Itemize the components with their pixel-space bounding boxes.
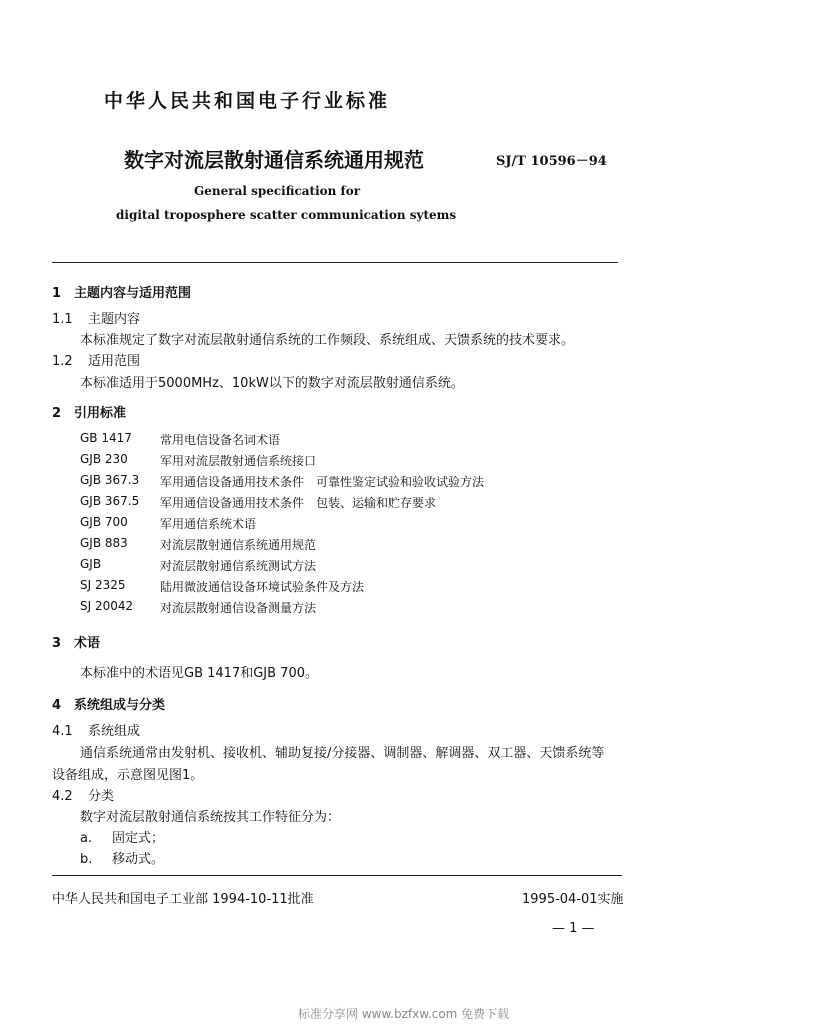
section-3-heading: 3 术语 bbox=[52, 636, 101, 651]
reference-title: 常用电信设备名词术语 bbox=[160, 433, 281, 447]
document-title-cn: 数字对流层散射通信系统通用规范 bbox=[124, 148, 424, 172]
section-4-1-text-line1: 通信系统通常由发射机、接收机、辅助复接/分接器、调制器、解调器、双工器、天馈系统等 bbox=[80, 746, 605, 761]
section-4-2-heading: 4.2 分类 bbox=[52, 789, 115, 804]
reference-code: SJ 20042 bbox=[80, 599, 134, 613]
reference-code: GJB bbox=[80, 557, 102, 571]
reference-code: GJB 883 bbox=[80, 536, 128, 550]
reference-title: 对流层散射通信系统测试方法 bbox=[160, 559, 317, 573]
reference-code: GJB 230 bbox=[80, 452, 128, 466]
section-1-heading: 1 主题内容与适用范围 bbox=[52, 286, 192, 301]
approval-statement: 中华人民共和国电子工业部 1994-10-11批准 bbox=[52, 892, 314, 907]
implementation-date: 1995-04-01实施 bbox=[522, 892, 624, 907]
reference-title: 对流层散射通信设备测量方法 bbox=[160, 601, 317, 615]
section-1-2-heading: 1.2 适用范围 bbox=[52, 354, 141, 369]
watermark-text: 标准分享网 www.bzfxw.com 免费下载 bbox=[298, 1007, 510, 1021]
reference-code: GJB 700 bbox=[80, 515, 128, 529]
document-title-en-line2: digital troposphere scatter communication sytems bbox=[116, 208, 457, 222]
section-3-text: 本标准中的术语见GB 1417和GJB 700。 bbox=[80, 666, 318, 681]
standard-category-header: 中华人民共和国电子行业标准 bbox=[104, 90, 391, 112]
section-4-1-heading: 4.1 系统组成 bbox=[52, 724, 141, 739]
reference-title: 军用通信设备通用技术条件 可靠性鉴定试验和验收试验方法 bbox=[160, 475, 485, 489]
header-divider bbox=[52, 262, 618, 263]
reference-code: GJB 367.3 bbox=[80, 473, 140, 487]
list-item: b. 移动式。 bbox=[80, 852, 165, 867]
reference-code: GJB 367.5 bbox=[80, 494, 140, 508]
section-1-2-text: 本标准适用于5000MHz、10kW以下的数字对流层散射通信系统。 bbox=[80, 376, 464, 391]
list-item: a. 固定式； bbox=[80, 831, 165, 846]
reference-title: 对流层散射通信系统通用规范 bbox=[160, 538, 317, 552]
reference-title: 军用通信系统术语 bbox=[160, 517, 257, 531]
section-1-1-text: 本标准规定了数字对流层散射通信系统的工作频段、系统组成、天馈系统的技术要求。 bbox=[80, 333, 575, 348]
section-1-1-heading: 1.1 主题内容 bbox=[52, 312, 141, 327]
reference-title: 陆用微波通信设备环境试验条件及方法 bbox=[160, 580, 365, 594]
document-title-en-line1: General specification for bbox=[194, 184, 361, 198]
standard-code: SJ/T 10596－94 bbox=[496, 154, 607, 169]
section-4-1-text-line2: 设备组成，示意图见图1。 bbox=[52, 768, 204, 783]
section-4-2-text: 数字对流层散射通信系统按其工作特征分为： bbox=[80, 810, 341, 825]
reference-title: 军用对流层散射通信系统接口 bbox=[160, 454, 317, 468]
reference-code: GB 1417 bbox=[80, 431, 132, 445]
reference-title: 军用通信设备通用技术条件 包装、运输和贮存要求 bbox=[160, 496, 437, 510]
footer-divider bbox=[52, 875, 622, 876]
reference-code: SJ 2325 bbox=[80, 578, 126, 592]
section-2-heading: 2 引用标准 bbox=[52, 406, 127, 421]
section-4-heading: 4 系统组成与分类 bbox=[52, 698, 166, 713]
page-number: — 1 — bbox=[552, 921, 595, 936]
